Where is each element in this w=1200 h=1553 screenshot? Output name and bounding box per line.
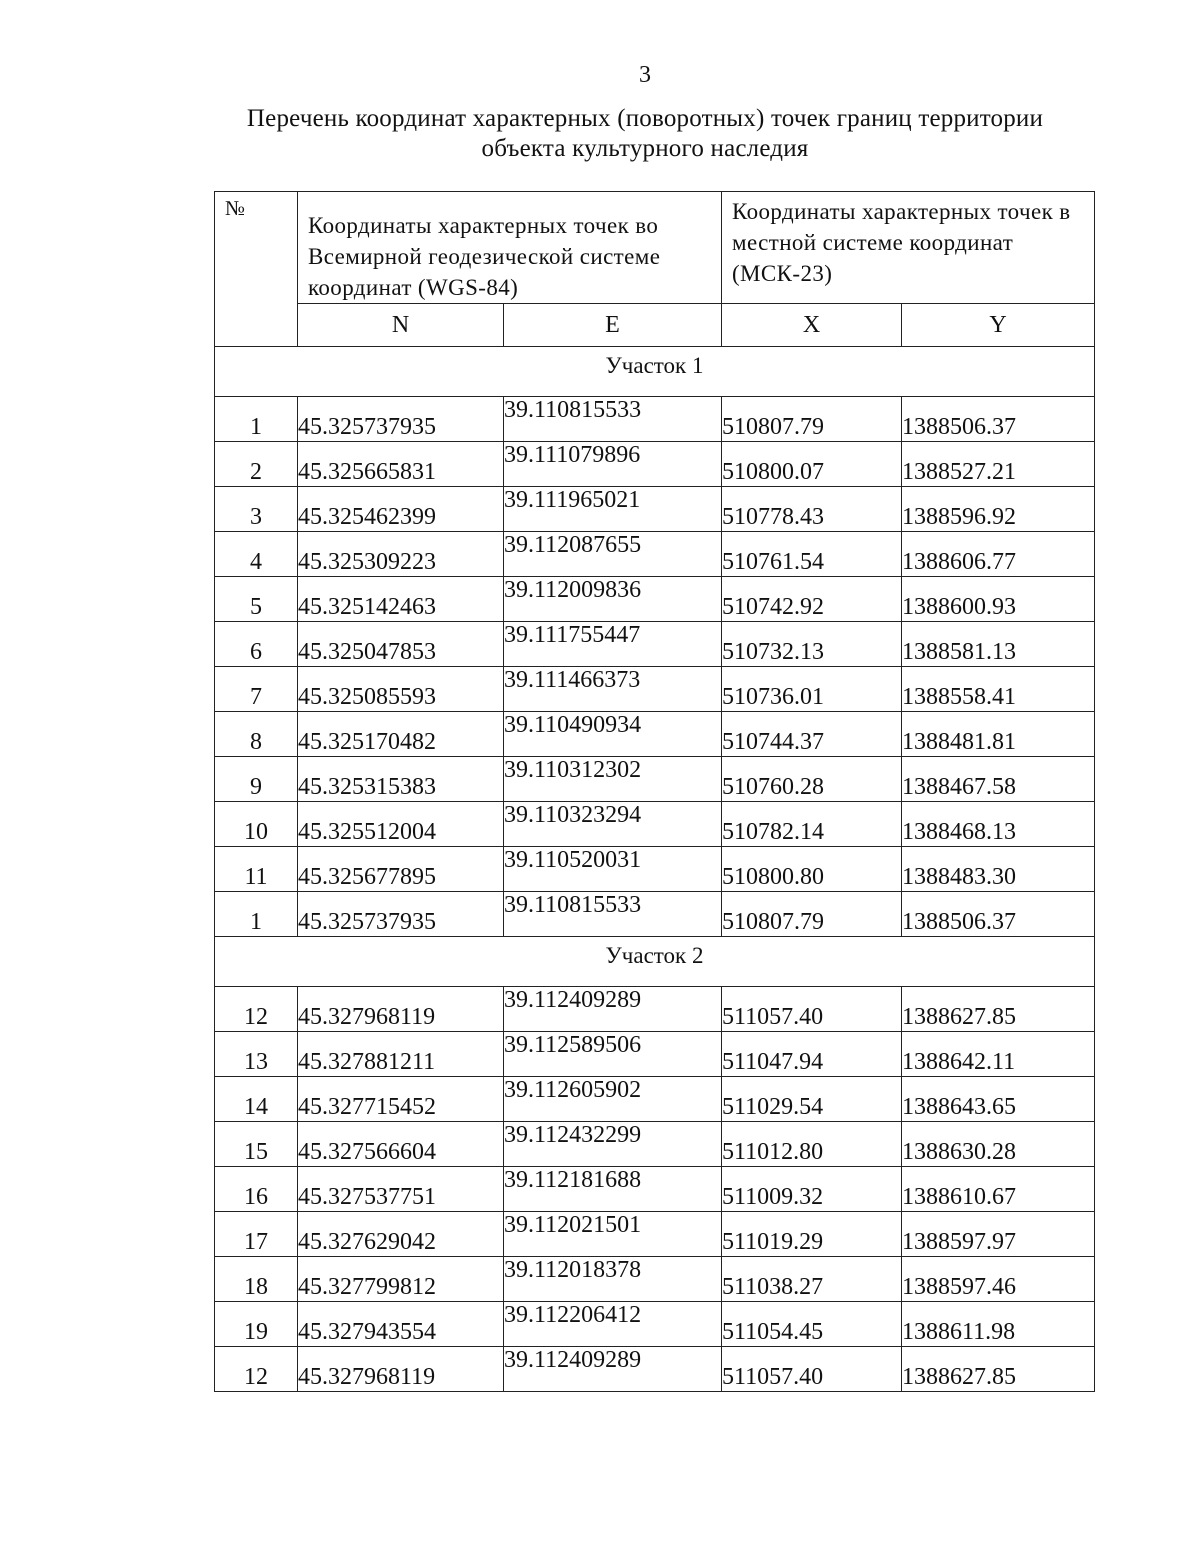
table-row: [215, 712, 1095, 757]
latitude-n-cell: 45.325047853: [298, 622, 504, 667]
point-number-cell: 4: [215, 532, 298, 577]
table-row: [215, 1257, 1095, 1302]
point-number-cell: 17: [215, 1212, 298, 1257]
coord-x-cell: 511057.40: [722, 1347, 902, 1392]
point-number-cell: 7: [215, 667, 298, 712]
table-row: [215, 1122, 1095, 1167]
coord-y-cell: 1388597.46: [902, 1257, 1095, 1302]
longitude-e-cell: 39.111755447: [504, 622, 722, 667]
point-number-cell: 11: [215, 847, 298, 892]
table-row: [215, 622, 1095, 667]
longitude-e-cell: 39.110520031: [504, 847, 722, 892]
coord-x-cell: 510807.79: [722, 397, 902, 442]
coord-x-cell: 510778.43: [722, 487, 902, 532]
header-x: X: [722, 304, 902, 347]
latitude-n-cell: 45.325309223: [298, 532, 504, 577]
point-number-cell: 1: [215, 397, 298, 442]
coord-y-cell: 1388581.13: [902, 622, 1095, 667]
table-row: [215, 987, 1095, 1032]
latitude-n-cell: 45.325512004: [298, 802, 504, 847]
header-wgs84: Координаты характерных точек во Всемирной геодезической системе координат (WGS-84): [298, 192, 722, 304]
latitude-n-cell: 45.325665831: [298, 442, 504, 487]
table-row: [215, 397, 1095, 442]
latitude-n-cell: 45.327968119: [298, 1347, 504, 1392]
coord-y-cell: 1388596.92: [902, 487, 1095, 532]
longitude-e-cell: 39.111079896: [504, 442, 722, 487]
coord-y-cell: 1388627.85: [902, 1347, 1095, 1392]
point-number-cell: 5: [215, 577, 298, 622]
table-row: [215, 1302, 1095, 1347]
coord-y-cell: 1388597.97: [902, 1212, 1095, 1257]
point-number-cell: 6: [215, 622, 298, 667]
coord-y-cell: 1388642.11: [902, 1032, 1095, 1077]
latitude-n-cell: 45.325462399: [298, 487, 504, 532]
coord-y-cell: 1388483.30: [902, 847, 1095, 892]
coord-y-cell: 1388610.67: [902, 1167, 1095, 1212]
table-row: [215, 532, 1095, 577]
coord-y-cell: 1388627.85: [902, 987, 1095, 1032]
latitude-n-cell: 45.327799812: [298, 1257, 504, 1302]
page-number: 3: [639, 62, 651, 88]
longitude-e-cell: 39.112589506: [504, 1032, 722, 1077]
point-number-cell: 19: [215, 1302, 298, 1347]
coord-y-cell: 1388467.58: [902, 757, 1095, 802]
coord-x-cell: 511038.27: [722, 1257, 902, 1302]
longitude-e-cell: 39.110312302: [504, 757, 722, 802]
section-title: Участок 1: [215, 347, 1095, 397]
point-number-cell: 14: [215, 1077, 298, 1122]
longitude-e-cell: 39.112605902: [504, 1077, 722, 1122]
coord-y-cell: 1388506.37: [902, 397, 1095, 442]
table-row: [215, 892, 1095, 937]
coord-y-cell: 1388481.81: [902, 712, 1095, 757]
table-row: [215, 1077, 1095, 1122]
latitude-n-cell: 45.327881211: [298, 1032, 504, 1077]
longitude-e-cell: 39.111466373: [504, 667, 722, 712]
longitude-e-cell: 39.112409289: [504, 987, 722, 1032]
table-row: [215, 1212, 1095, 1257]
header-e: E: [504, 304, 722, 347]
latitude-n-cell: 45.325142463: [298, 577, 504, 622]
table-row: [215, 1347, 1095, 1392]
longitude-e-cell: 39.112432299: [504, 1122, 722, 1167]
table-row: [215, 442, 1095, 487]
table-row: [215, 1167, 1095, 1212]
coord-y-cell: 1388527.21: [902, 442, 1095, 487]
coord-x-cell: 510800.07: [722, 442, 902, 487]
point-number-cell: 2: [215, 442, 298, 487]
point-number-cell: 13: [215, 1032, 298, 1077]
coord-x-cell: 510744.37: [722, 712, 902, 757]
point-number-cell: 10: [215, 802, 298, 847]
latitude-n-cell: 45.327629042: [298, 1212, 504, 1257]
table-row: [215, 847, 1095, 892]
coord-x-cell: 510761.54: [722, 532, 902, 577]
coord-x-cell: 510742.92: [722, 577, 902, 622]
point-number-cell: 12: [215, 987, 298, 1032]
coord-y-cell: 1388506.37: [902, 892, 1095, 937]
latitude-n-cell: 45.327968119: [298, 987, 504, 1032]
header-msk23: Координаты характерных точек в местной системе координат (МСК-23): [722, 192, 1095, 304]
longitude-e-cell: 39.110815533: [504, 892, 722, 937]
table-row: [215, 1032, 1095, 1077]
table-row: [215, 802, 1095, 847]
latitude-n-cell: 45.325315383: [298, 757, 504, 802]
table-row: [215, 757, 1095, 802]
coord-x-cell: 511019.29: [722, 1212, 902, 1257]
longitude-e-cell: 39.110815533: [504, 397, 722, 442]
coord-x-cell: 511029.54: [722, 1077, 902, 1122]
latitude-n-cell: 45.327566604: [298, 1122, 504, 1167]
longitude-e-cell: 39.112009836: [504, 577, 722, 622]
point-number-cell: 1: [215, 892, 298, 937]
section-title: Участок 2: [215, 937, 1095, 987]
coord-x-cell: 511012.80: [722, 1122, 902, 1167]
table-subheader-row: [215, 304, 1095, 347]
header-number: №: [215, 192, 298, 347]
coord-x-cell: 510807.79: [722, 892, 902, 937]
coord-x-cell: 510760.28: [722, 757, 902, 802]
coord-x-cell: 511009.32: [722, 1167, 902, 1212]
coord-x-cell: 511047.94: [722, 1032, 902, 1077]
title-line-2: объекта культурного наследия: [481, 135, 809, 162]
section-row: [215, 347, 1095, 397]
header-n: N: [298, 304, 504, 347]
document-title: [160, 104, 1130, 164]
table-row: [215, 667, 1095, 712]
coord-y-cell: 1388611.98: [902, 1302, 1095, 1347]
latitude-n-cell: 45.327537751: [298, 1167, 504, 1212]
longitude-e-cell: 39.112018378: [504, 1257, 722, 1302]
longitude-e-cell: 39.112021501: [504, 1212, 722, 1257]
coord-x-cell: 510782.14: [722, 802, 902, 847]
longitude-e-cell: 39.112409289: [504, 1347, 722, 1392]
coord-y-cell: 1388468.13: [902, 802, 1095, 847]
coord-x-cell: 510800.80: [722, 847, 902, 892]
point-number-cell: 8: [215, 712, 298, 757]
coord-x-cell: 511054.45: [722, 1302, 902, 1347]
section-row: [215, 937, 1095, 987]
latitude-n-cell: 45.325085593: [298, 667, 504, 712]
latitude-n-cell: 45.325677895: [298, 847, 504, 892]
point-number-cell: 12: [215, 1347, 298, 1392]
longitude-e-cell: 39.112087655: [504, 532, 722, 577]
title-line-1: Перечень координат характерных (поворотных) точек границ территории: [246, 105, 1044, 132]
latitude-n-cell: 45.325737935: [298, 892, 504, 937]
table-header-row: [215, 192, 1095, 304]
header-y: Y: [902, 304, 1095, 347]
coord-x-cell: 510736.01: [722, 667, 902, 712]
coord-x-cell: 510732.13: [722, 622, 902, 667]
latitude-n-cell: 45.327943554: [298, 1302, 504, 1347]
point-number-cell: 15: [215, 1122, 298, 1167]
coord-y-cell: 1388630.28: [902, 1122, 1095, 1167]
point-number-cell: 16: [215, 1167, 298, 1212]
longitude-e-cell: 39.112181688: [504, 1167, 722, 1212]
table-row: [215, 577, 1095, 622]
table-row: [215, 487, 1095, 532]
point-number-cell: 3: [215, 487, 298, 532]
coord-y-cell: 1388600.93: [902, 577, 1095, 622]
longitude-e-cell: 39.110323294: [504, 802, 722, 847]
point-number-cell: 9: [215, 757, 298, 802]
longitude-e-cell: 39.111965021: [504, 487, 722, 532]
coord-x-cell: 511057.40: [722, 987, 902, 1032]
coord-y-cell: 1388643.65: [902, 1077, 1095, 1122]
latitude-n-cell: 45.325170482: [298, 712, 504, 757]
latitude-n-cell: 45.325737935: [298, 397, 504, 442]
longitude-e-cell: 39.112206412: [504, 1302, 722, 1347]
point-number-cell: 18: [215, 1257, 298, 1302]
coordinates-table: [214, 191, 1095, 1392]
latitude-n-cell: 45.327715452: [298, 1077, 504, 1122]
coord-y-cell: 1388606.77: [902, 532, 1095, 577]
longitude-e-cell: 39.110490934: [504, 712, 722, 757]
coord-y-cell: 1388558.41: [902, 667, 1095, 712]
